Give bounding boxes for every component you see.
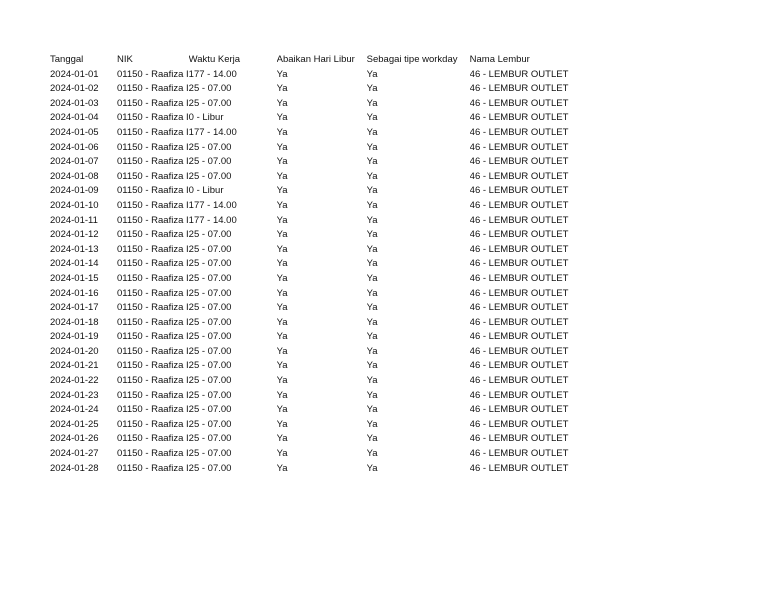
cell-abaikan-hari-libur: Ya [276, 141, 288, 153]
table-row [50, 462, 580, 477]
table-row [50, 316, 580, 331]
cell-nik: 01150 - Raafiza I [117, 272, 189, 284]
cell-tanggal: 2024-01-16 [50, 287, 99, 299]
cell-waktu-kerja: 25 - 07.00 [188, 345, 232, 357]
cell-nama-lembur: 46 - LEMBUR OUTLET [469, 68, 569, 80]
cell-waktu-kerja: 177 - 14.00 [188, 214, 237, 226]
cell-nama-lembur: 46 - LEMBUR OUTLET [469, 389, 569, 401]
cell-waktu-kerja: 25 - 07.00 [188, 156, 232, 168]
table-row [50, 257, 580, 272]
cell-nama-lembur: 46 - LEMBUR OUTLET [469, 170, 569, 182]
table-body [50, 68, 580, 477]
cell-nik: 01150 - Raafiza I [117, 404, 189, 416]
cell-tanggal: 2024-01-10 [50, 199, 99, 211]
cell-sebagai-tipe-workday: Ya [366, 418, 378, 430]
cell-waktu-kerja: 25 - 07.00 [188, 141, 232, 153]
cell-nik: 01150 - Raafiza I [117, 302, 189, 314]
cell-nik: 01150 - Raafiza I [117, 83, 189, 95]
cell-tanggal: 2024-01-04 [50, 112, 99, 124]
cell-waktu-kerja: 25 - 07.00 [188, 389, 232, 401]
cell-nik: 01150 - Raafiza I [117, 462, 189, 474]
cell-sebagai-tipe-workday: Ya [366, 214, 378, 226]
cell-nik: 01150 - Raafiza I [117, 389, 189, 401]
cell-nama-lembur: 46 - LEMBUR OUTLET [469, 433, 569, 445]
cell-sebagai-tipe-workday: Ya [366, 316, 378, 328]
cell-waktu-kerja: 25 - 07.00 [188, 243, 232, 255]
cell-nik: 01150 - Raafiza I [117, 258, 189, 270]
cell-nik: 01150 - Raafiza I [117, 448, 189, 460]
table-row [50, 243, 580, 258]
cell-waktu-kerja: 25 - 07.00 [188, 331, 232, 343]
cell-nik: 01150 - Raafiza I [117, 185, 189, 197]
cell-nama-lembur: 46 - LEMBUR OUTLET [469, 272, 569, 284]
cell-nik: 01150 - Raafiza I [117, 112, 189, 124]
cell-nama-lembur: 46 - LEMBUR OUTLET [469, 462, 569, 474]
cell-abaikan-hari-libur: Ya [276, 156, 288, 168]
cell-waktu-kerja: 25 - 07.00 [188, 97, 232, 109]
cell-nik: 01150 - Raafiza I [117, 331, 189, 343]
spreadsheet-area [50, 53, 580, 476]
cell-tanggal: 2024-01-11 [50, 214, 98, 226]
cell-nik: 01150 - Raafiza I [117, 345, 189, 357]
table-row [50, 301, 580, 316]
cell-tanggal: 2024-01-14 [50, 258, 99, 270]
header-sebagai-tipe-workday: Sebagai tipe workday [366, 54, 458, 65]
cell-waktu-kerja: 0 - Libur [188, 185, 224, 197]
cell-waktu-kerja: 25 - 07.00 [188, 360, 232, 372]
cell-nik: 01150 - Raafiza I [117, 214, 189, 226]
cell-sebagai-tipe-workday: Ya [366, 404, 378, 416]
cell-nik: 01150 - Raafiza I [117, 229, 189, 241]
table-row [50, 68, 580, 83]
cell-sebagai-tipe-workday: Ya [366, 448, 378, 460]
cell-sebagai-tipe-workday: Ya [366, 331, 378, 343]
cell-waktu-kerja: 0 - Libur [188, 112, 224, 124]
cell-waktu-kerja: 25 - 07.00 [188, 404, 232, 416]
cell-tanggal: 2024-01-07 [50, 156, 99, 168]
cell-sebagai-tipe-workday: Ya [366, 83, 378, 95]
cell-waktu-kerja: 25 - 07.00 [188, 272, 232, 284]
cell-tanggal: 2024-01-27 [50, 448, 99, 460]
cell-waktu-kerja: 25 - 07.00 [188, 83, 232, 95]
cell-abaikan-hari-libur: Ya [276, 462, 288, 474]
cell-nik: 01150 - Raafiza I [117, 156, 189, 168]
cell-sebagai-tipe-workday: Ya [366, 97, 378, 109]
cell-nik: 01150 - Raafiza I [117, 141, 189, 153]
cell-nik: 01150 - Raafiza I [117, 433, 189, 445]
cell-abaikan-hari-libur: Ya [276, 229, 288, 241]
header-waktu-kerja: Waktu Kerja [188, 54, 241, 65]
cell-abaikan-hari-libur: Ya [276, 418, 288, 430]
header-nama-lembur: Nama Lembur [469, 54, 530, 65]
cell-tanggal: 2024-01-03 [50, 97, 99, 109]
cell-nama-lembur: 46 - LEMBUR OUTLET [469, 418, 569, 430]
cell-sebagai-tipe-workday: Ya [366, 433, 378, 445]
cell-nama-lembur: 46 - LEMBUR OUTLET [469, 243, 569, 255]
table-row [50, 111, 580, 126]
cell-waktu-kerja: 25 - 07.00 [188, 302, 232, 314]
cell-sebagai-tipe-workday: Ya [366, 156, 378, 168]
cell-abaikan-hari-libur: Ya [276, 126, 288, 138]
cell-abaikan-hari-libur: Ya [276, 302, 288, 314]
table-row [50, 170, 580, 185]
cell-waktu-kerja: 177 - 14.00 [188, 199, 237, 211]
cell-nama-lembur: 46 - LEMBUR OUTLET [469, 156, 569, 168]
cell-nik: 01150 - Raafiza I [117, 243, 189, 255]
cell-abaikan-hari-libur: Ya [276, 287, 288, 299]
cell-abaikan-hari-libur: Ya [276, 389, 288, 401]
cell-nik: 01150 - Raafiza I [117, 418, 189, 430]
table-row [50, 199, 580, 214]
table-row [50, 184, 580, 199]
cell-sebagai-tipe-workday: Ya [366, 302, 378, 314]
cell-waktu-kerja: 177 - 14.00 [188, 126, 237, 138]
cell-tanggal: 2024-01-28 [50, 462, 99, 474]
cell-tanggal: 2024-01-13 [50, 243, 99, 255]
table-row [50, 389, 580, 404]
cell-abaikan-hari-libur: Ya [276, 170, 288, 182]
cell-abaikan-hari-libur: Ya [276, 375, 288, 387]
cell-nama-lembur: 46 - LEMBUR OUTLET [469, 360, 569, 372]
table-row [50, 359, 580, 374]
cell-nama-lembur: 46 - LEMBUR OUTLET [469, 448, 569, 460]
table-row [50, 228, 580, 243]
cell-tanggal: 2024-01-18 [50, 316, 99, 328]
cell-abaikan-hari-libur: Ya [276, 272, 288, 284]
cell-abaikan-hari-libur: Ya [276, 97, 288, 109]
cell-nama-lembur: 46 - LEMBUR OUTLET [469, 199, 569, 211]
cell-abaikan-hari-libur: Ya [276, 433, 288, 445]
cell-nik: 01150 - Raafiza I [117, 97, 189, 109]
table-row [50, 82, 580, 97]
table-row [50, 97, 580, 112]
cell-abaikan-hari-libur: Ya [276, 360, 288, 372]
cell-sebagai-tipe-workday: Ya [366, 375, 378, 387]
cell-nik: 01150 - Raafiza I [117, 170, 189, 182]
table-row [50, 126, 580, 141]
header-tanggal: Tanggal [50, 54, 84, 65]
cell-waktu-kerja: 25 - 07.00 [188, 229, 232, 241]
cell-abaikan-hari-libur: Ya [276, 199, 288, 211]
cell-nama-lembur: 46 - LEMBUR OUTLET [469, 287, 569, 299]
cell-tanggal: 2024-01-02 [50, 83, 99, 95]
cell-nama-lembur: 46 - LEMBUR OUTLET [469, 302, 569, 314]
cell-tanggal: 2024-01-01 [50, 68, 99, 80]
cell-tanggal: 2024-01-26 [50, 433, 99, 445]
cell-sebagai-tipe-workday: Ya [366, 229, 378, 241]
table-row [50, 272, 580, 287]
cell-sebagai-tipe-workday: Ya [366, 345, 378, 357]
cell-nik: 01150 - Raafiza I [117, 360, 189, 372]
cell-tanggal: 2024-01-12 [50, 229, 99, 241]
cell-nama-lembur: 46 - LEMBUR OUTLET [469, 345, 569, 357]
cell-nama-lembur: 46 - LEMBUR OUTLET [469, 97, 569, 109]
table-row [50, 214, 580, 229]
table-row [50, 287, 580, 302]
table-row [50, 141, 580, 156]
table-row [50, 418, 580, 433]
cell-abaikan-hari-libur: Ya [276, 448, 288, 460]
overtime-table [50, 53, 580, 476]
cell-abaikan-hari-libur: Ya [276, 214, 288, 226]
cell-nama-lembur: 46 - LEMBUR OUTLET [469, 258, 569, 270]
cell-waktu-kerja: 25 - 07.00 [188, 170, 232, 182]
table-row [50, 345, 580, 360]
cell-waktu-kerja: 25 - 07.00 [188, 287, 232, 299]
cell-nama-lembur: 46 - LEMBUR OUTLET [469, 126, 569, 138]
table-row [50, 374, 580, 389]
cell-abaikan-hari-libur: Ya [276, 68, 288, 80]
table-row [50, 330, 580, 345]
cell-waktu-kerja: 177 - 14.00 [188, 68, 237, 80]
cell-sebagai-tipe-workday: Ya [366, 360, 378, 372]
cell-waktu-kerja: 25 - 07.00 [188, 375, 232, 387]
cell-tanggal: 2024-01-24 [50, 404, 99, 416]
cell-tanggal: 2024-01-23 [50, 389, 99, 401]
cell-tanggal: 2024-01-21 [50, 360, 99, 372]
cell-nama-lembur: 46 - LEMBUR OUTLET [469, 83, 569, 95]
cell-abaikan-hari-libur: Ya [276, 112, 288, 124]
cell-nama-lembur: 46 - LEMBUR OUTLET [469, 331, 569, 343]
table-row [50, 155, 580, 170]
cell-nik: 01150 - Raafiza I [117, 375, 189, 387]
cell-nama-lembur: 46 - LEMBUR OUTLET [469, 185, 569, 197]
cell-nama-lembur: 46 - LEMBUR OUTLET [469, 316, 569, 328]
cell-sebagai-tipe-workday: Ya [366, 141, 378, 153]
cell-waktu-kerja: 25 - 07.00 [188, 418, 232, 430]
cell-abaikan-hari-libur: Ya [276, 83, 288, 95]
cell-nama-lembur: 46 - LEMBUR OUTLET [469, 141, 569, 153]
cell-abaikan-hari-libur: Ya [276, 258, 288, 270]
cell-sebagai-tipe-workday: Ya [366, 462, 378, 474]
cell-tanggal: 2024-01-05 [50, 126, 99, 138]
cell-sebagai-tipe-workday: Ya [366, 389, 378, 401]
cell-tanggal: 2024-01-06 [50, 141, 99, 153]
cell-abaikan-hari-libur: Ya [276, 404, 288, 416]
cell-abaikan-hari-libur: Ya [276, 243, 288, 255]
header-abaikan-hari-libur: Abaikan Hari Libur [276, 54, 355, 65]
cell-nik: 01150 - Raafiza I [117, 68, 189, 80]
cell-tanggal: 2024-01-15 [50, 272, 99, 284]
cell-waktu-kerja: 25 - 07.00 [188, 258, 232, 270]
cell-tanggal: 2024-01-17 [50, 302, 99, 314]
cell-nama-lembur: 46 - LEMBUR OUTLET [469, 404, 569, 416]
table-row [50, 403, 580, 418]
cell-abaikan-hari-libur: Ya [276, 185, 288, 197]
header-row [50, 53, 580, 68]
cell-nik: 01150 - Raafiza I [117, 199, 189, 211]
cell-waktu-kerja: 25 - 07.00 [188, 448, 232, 460]
cell-waktu-kerja: 25 - 07.00 [188, 462, 232, 474]
cell-nik: 01150 - Raafiza I [117, 126, 189, 138]
cell-sebagai-tipe-workday: Ya [366, 68, 378, 80]
cell-nama-lembur: 46 - LEMBUR OUTLET [469, 214, 569, 226]
cell-waktu-kerja: 25 - 07.00 [188, 433, 232, 445]
cell-nik: 01150 - Raafiza I [117, 287, 189, 299]
cell-waktu-kerja: 25 - 07.00 [188, 316, 232, 328]
cell-tanggal: 2024-01-25 [50, 418, 99, 430]
cell-sebagai-tipe-workday: Ya [366, 112, 378, 124]
table-row [50, 447, 580, 462]
cell-nama-lembur: 46 - LEMBUR OUTLET [469, 375, 569, 387]
cell-nik: 01150 - Raafiza I [117, 316, 189, 328]
cell-sebagai-tipe-workday: Ya [366, 185, 378, 197]
cell-abaikan-hari-libur: Ya [276, 316, 288, 328]
cell-nama-lembur: 46 - LEMBUR OUTLET [469, 112, 569, 124]
cell-tanggal: 2024-01-20 [50, 345, 99, 357]
header-nik: NIK [117, 54, 133, 65]
cell-nama-lembur: 46 - LEMBUR OUTLET [469, 229, 569, 241]
table-row [50, 432, 580, 447]
cell-tanggal: 2024-01-08 [50, 170, 99, 182]
cell-sebagai-tipe-workday: Ya [366, 258, 378, 270]
cell-sebagai-tipe-workday: Ya [366, 287, 378, 299]
cell-tanggal: 2024-01-19 [50, 331, 99, 343]
cell-abaikan-hari-libur: Ya [276, 331, 288, 343]
cell-tanggal: 2024-01-22 [50, 375, 99, 387]
cell-sebagai-tipe-workday: Ya [366, 272, 378, 284]
cell-sebagai-tipe-workday: Ya [366, 199, 378, 211]
cell-sebagai-tipe-workday: Ya [366, 243, 378, 255]
cell-tanggal: 2024-01-09 [50, 185, 99, 197]
cell-abaikan-hari-libur: Ya [276, 345, 288, 357]
cell-sebagai-tipe-workday: Ya [366, 170, 378, 182]
cell-sebagai-tipe-workday: Ya [366, 126, 378, 138]
